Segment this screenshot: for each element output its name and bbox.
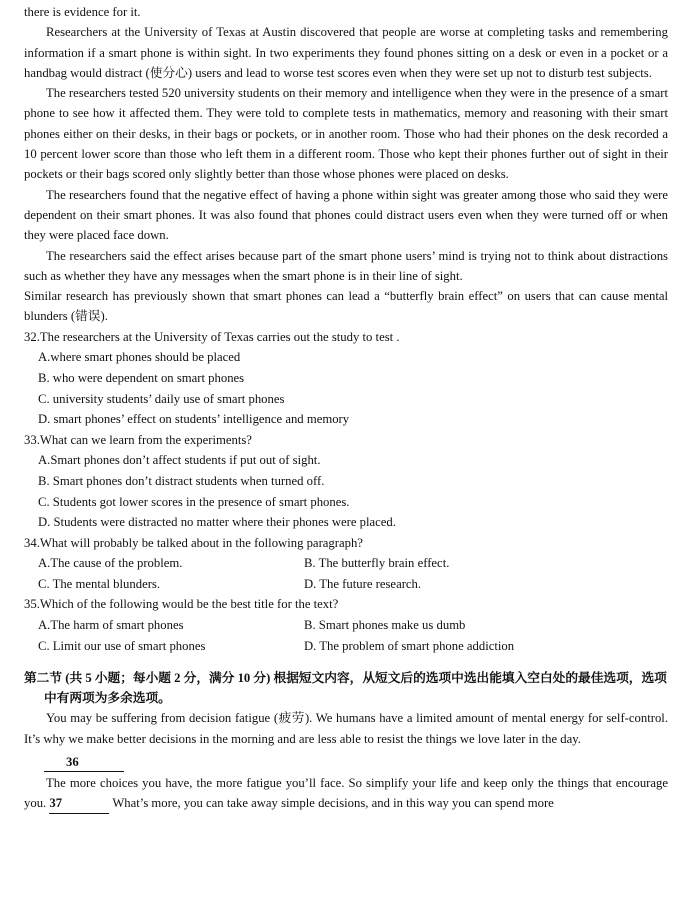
paragraph-text: The more choices you have, the more fatigue you’ll face. So simplify your life and keep only the things that encourage you. bbox=[24, 775, 668, 811]
option-b: B. The butterfly brain effect. bbox=[304, 556, 450, 571]
question-stem: 34.What will probably be talked about in the following paragraph? bbox=[24, 535, 363, 550]
option-c: C. Students got lower scores in the presence of smart phones. bbox=[38, 494, 350, 509]
passage-paragraph: Similar research has previously shown that smart phones can lead a “butterfly brain effect” on users that can cause mental blunders (错误). bbox=[24, 289, 668, 324]
section-heading: 第二节 (共 5 小题；每小题 2 分，满分 10 分) 根据短文内容，从短文后的选项中选出能填入空白处的最佳选项，选项中有两项为多余选项。 bbox=[24, 671, 667, 706]
option-a: A.The cause of the problem. bbox=[38, 556, 183, 571]
option-a: A.where smart phones should be placed bbox=[38, 350, 241, 365]
option-c: C. The mental blunders. bbox=[38, 576, 161, 591]
answer-blank-36 bbox=[24, 753, 668, 773]
passage-paragraph: Researchers at the University of Texas at Austin discovered that people are worse at completing tasks and remembering information if a smart phone is within sight. In two experiments they found phones sitting on a desk or even in a pocket or a handbag would distract (使分心) users and lead to worse test scores even when they were set up not to disturb test subjects. bbox=[24, 25, 668, 80]
option-a: A.The harm of smart phones bbox=[38, 618, 184, 633]
option-row bbox=[24, 553, 668, 574]
option-d: D. smart phones’ effect on students’ intelligence and memory bbox=[38, 412, 350, 427]
answer-blank-37: 37 bbox=[49, 793, 109, 814]
option-row bbox=[24, 615, 668, 636]
option-row bbox=[24, 636, 668, 657]
blank-number: 36 bbox=[44, 753, 124, 772]
option-d: D. The problem of smart phone addiction bbox=[304, 638, 515, 653]
option-b: B. who were dependent on smart phones bbox=[38, 370, 245, 385]
option-b: B. Smart phones don’t distract students when turned off. bbox=[38, 473, 325, 488]
question-32 bbox=[24, 327, 668, 430]
option-c: C. Limit our use of smart phones bbox=[38, 638, 206, 653]
paragraph-text: What’s more, you can take away simple decisions, and in this way you can spend more bbox=[109, 796, 554, 811]
option-row bbox=[24, 574, 668, 595]
passage-paragraph: The researchers found that the negative effect of having a phone within sight was greater among those who said they were dependent on their smart phones. It was also found that phones could distract users even when they were turned off or when they were placed face down. bbox=[24, 187, 668, 243]
question-stem: 35.Which of the following would be the best title for the text? bbox=[24, 597, 339, 612]
passage-paragraph: The researchers tested 520 university students on their memory and intelligence when they were in the presence of a smart phone to see how it affected them. They were told to complete tests in mathematics, memory and reasoning with their smart phones either on their desks, in their bags or pockets, or in another room. Those who had their phones on the desk recorded a 10 percent lower score than those who left them in a different room. Those who kept their phones further out of sight in their pockets or their bags scored only slightly better than those whose phones were placed on desks. bbox=[24, 86, 668, 182]
question-34 bbox=[24, 533, 668, 595]
option-b: B. Smart phones make us dumb bbox=[304, 618, 466, 633]
question-33 bbox=[24, 430, 668, 533]
passage-paragraph bbox=[24, 773, 668, 815]
passage-paragraph: You may be suffering from decision fatigue (疲劳). We humans have a limited amount of mental energy for self-control. It’s why we make better decisions in the morning and are less able to resist the things we love later in the day. bbox=[24, 711, 668, 746]
passage-paragraph: The researchers said the effect arises because part of the smart phone users’ mind is trying not to think about distractions such as whether they have any messages when the smart phone is in their line of sight. bbox=[24, 248, 668, 283]
option-a: A.Smart phones don’t affect students if put out of sight. bbox=[38, 453, 321, 468]
question-35 bbox=[24, 594, 668, 656]
option-d: D. The future research. bbox=[304, 576, 422, 591]
option-c: C. university students’ daily use of smart phones bbox=[38, 391, 285, 406]
reading-passage bbox=[24, 2, 668, 327]
question-stem: 33.What can we learn from the experiments? bbox=[24, 432, 252, 447]
question-stem: 32.The researchers at the University of Texas carries out the study to test . bbox=[24, 329, 400, 344]
option-d: D. Students were distracted no matter where their phones were placed. bbox=[38, 515, 396, 530]
passage-paragraph: there is evidence for it. bbox=[24, 5, 141, 19]
